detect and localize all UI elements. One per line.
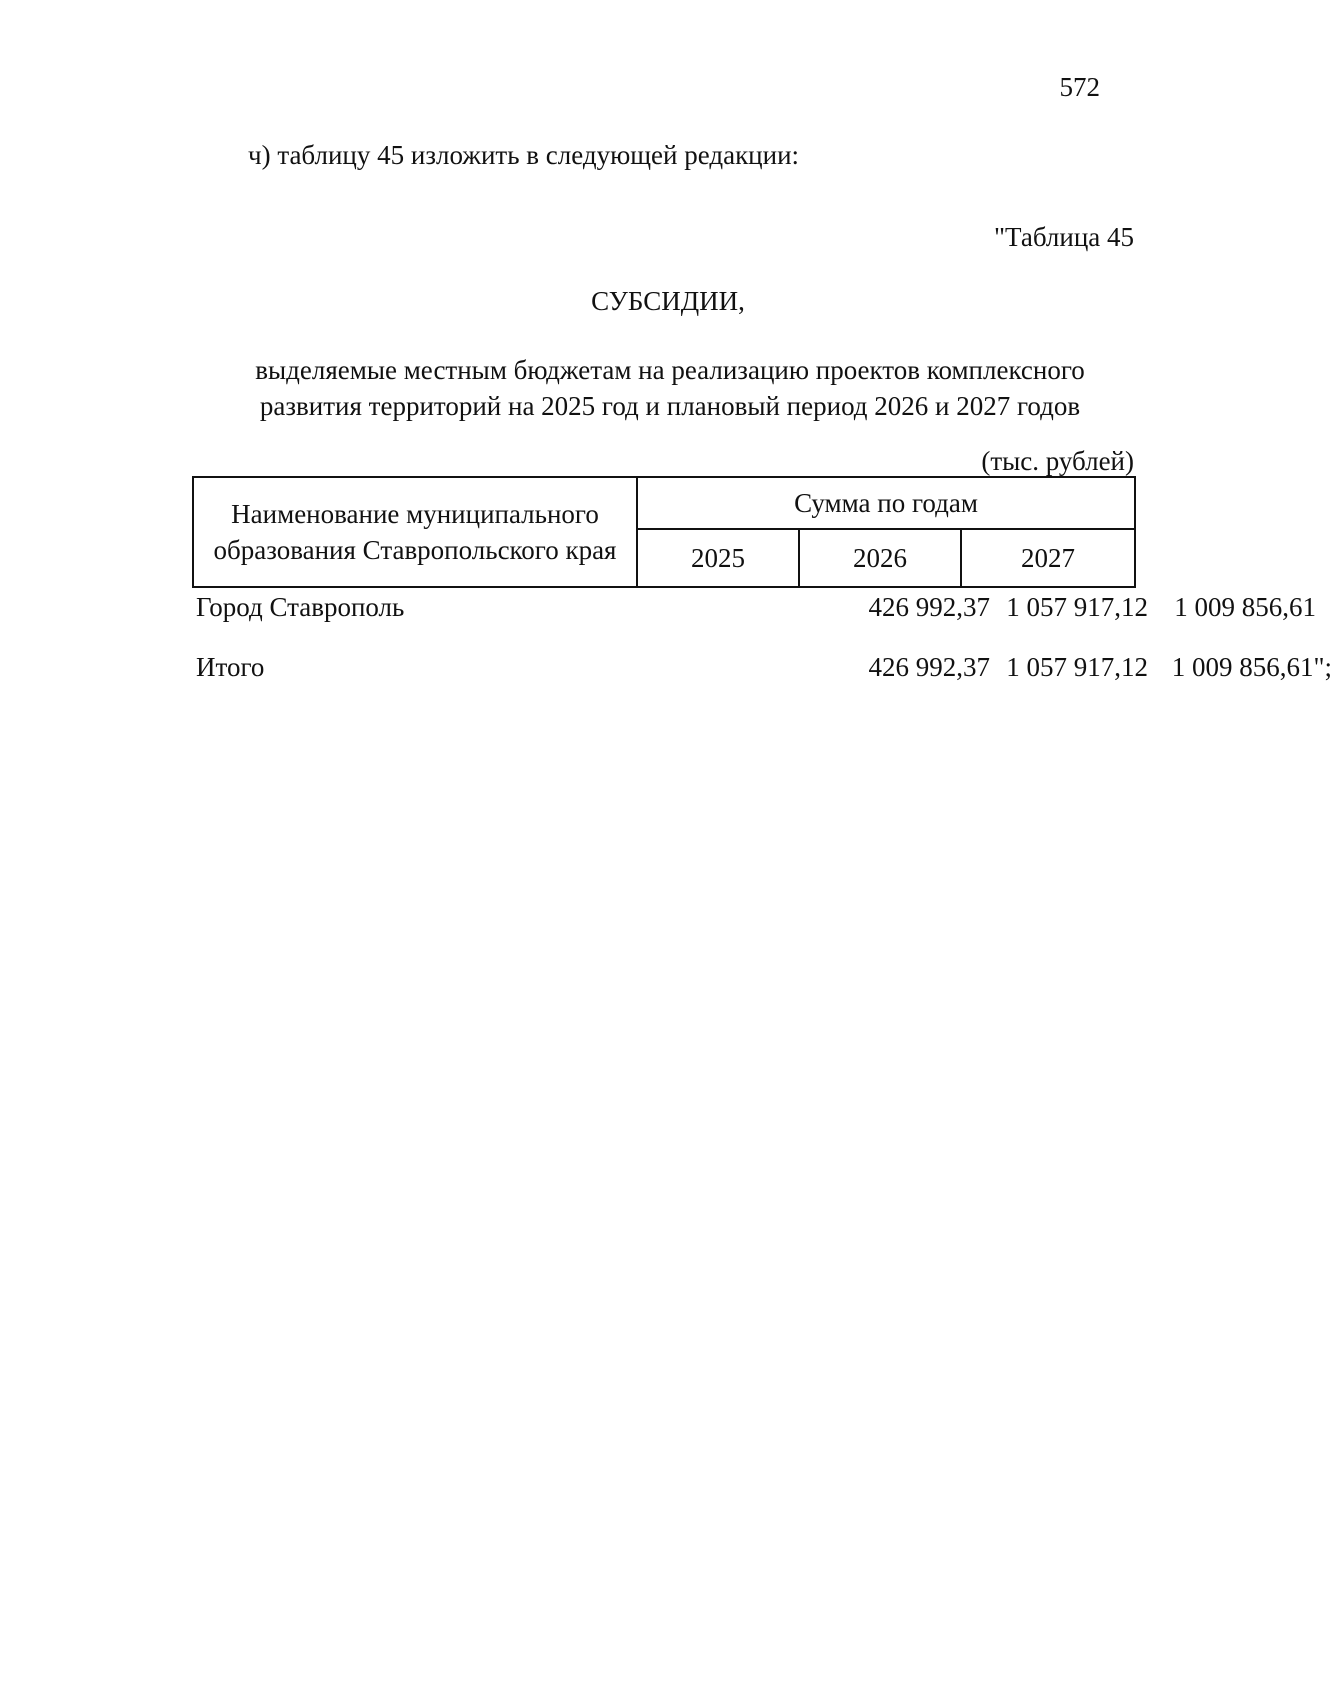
table-row-total bbox=[196, 652, 1332, 692]
column-header-sum: Сумма по годам bbox=[638, 478, 1134, 530]
row-name: Итого bbox=[196, 652, 265, 682]
column-header-name-line: Наименование муниципального bbox=[231, 499, 599, 529]
page-number: 572 bbox=[1059, 72, 1100, 102]
subtitle-line: выделяемые местным бюджетам на реализацию проектов комплексного bbox=[255, 355, 1085, 385]
row-name: Город Ставрополь bbox=[196, 592, 405, 622]
intro-text: ч) таблицу 45 изложить в следующей редакции: bbox=[248, 140, 800, 170]
column-header-name-line: образования Ставропольского края bbox=[213, 535, 617, 565]
column-header-year: 2027 bbox=[1021, 542, 1075, 573]
column-header-name bbox=[194, 478, 638, 586]
table-header bbox=[192, 476, 1136, 588]
table-label: "Таблица 45 bbox=[994, 222, 1134, 252]
subtitle-line: развития территорий на 2025 год и плановый период 2026 и 2027 годов bbox=[259, 391, 1081, 421]
units-label: (тыс. рублей) bbox=[981, 446, 1134, 476]
row-value: 1 009 856,61 bbox=[1174, 592, 1316, 622]
document-subtitle bbox=[180, 352, 1160, 424]
document-title: СУБСИДИИ, bbox=[591, 286, 745, 316]
column-header-year: 2025 bbox=[638, 530, 800, 586]
table-row bbox=[196, 592, 1316, 632]
column-header-year: 2026 bbox=[800, 530, 962, 586]
row-value: 1 057 917,12 bbox=[1006, 652, 1148, 682]
row-value: 1 057 917,12 bbox=[1006, 592, 1148, 622]
row-value: 426 992,37 bbox=[868, 652, 990, 682]
row-value: 1 009 856,61"; bbox=[1171, 652, 1332, 682]
row-value: 426 992,37 bbox=[868, 592, 990, 622]
